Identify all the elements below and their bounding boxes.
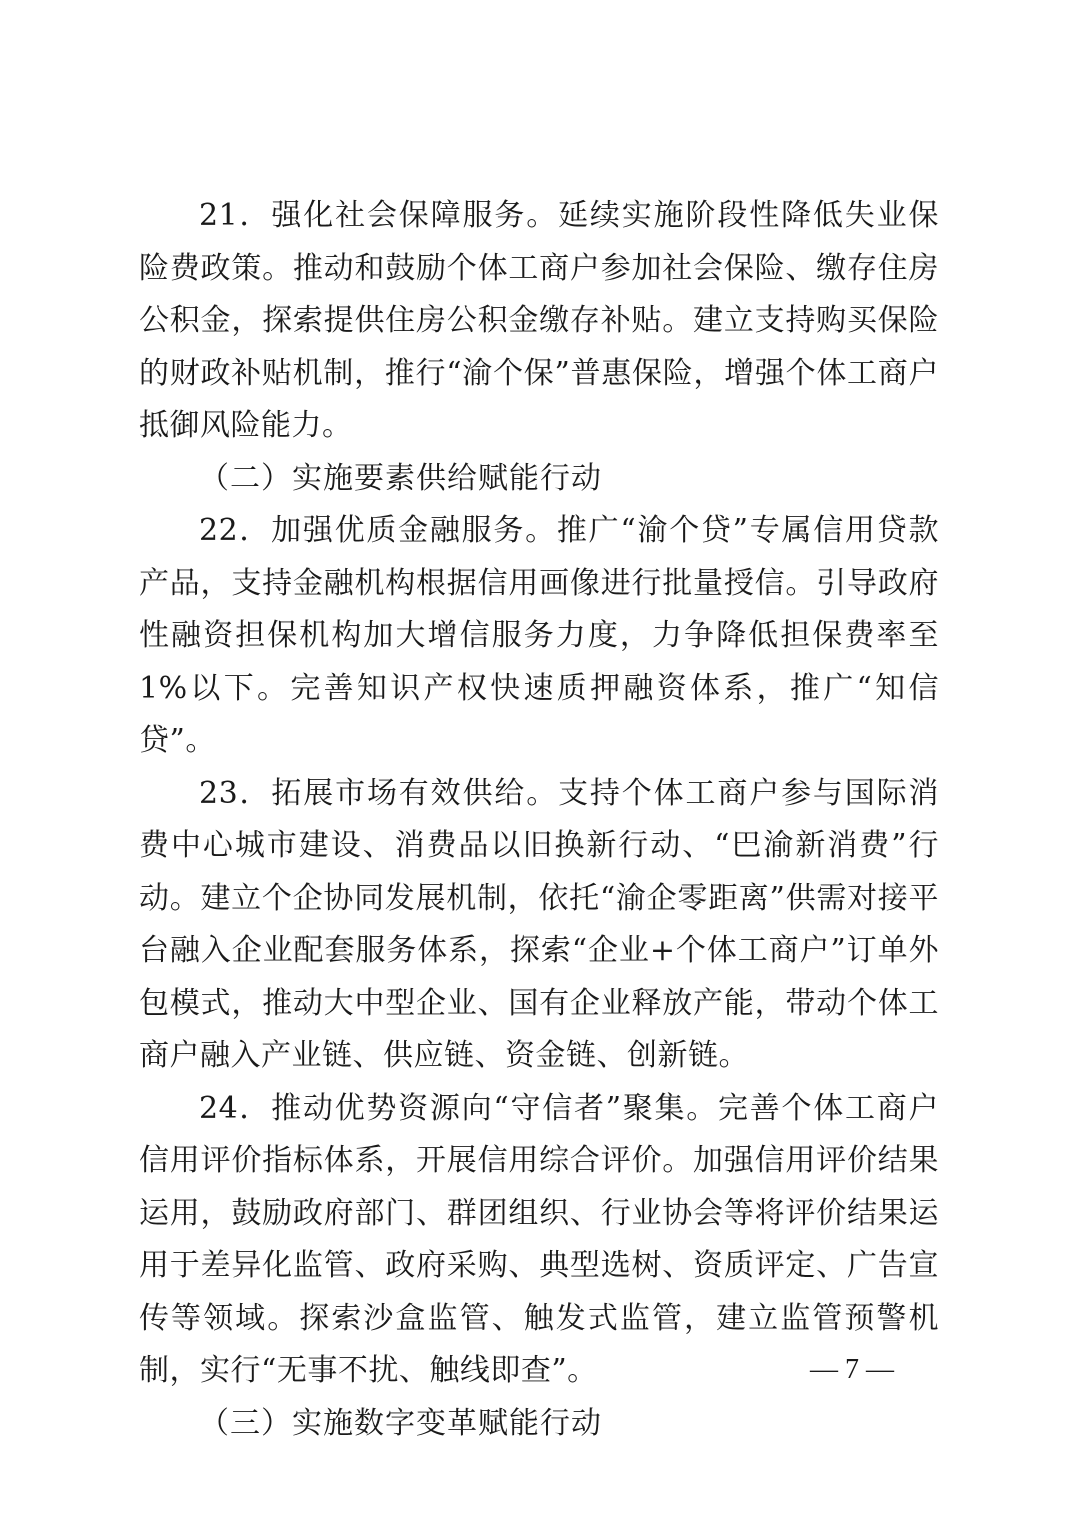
paragraph-21-social-security: 21．强化社会保障服务。延续实施阶段性降低失业保险费政策。推动和鼓励个体工商户参加社会保险、缴存住房公积金，探索提供住房公积金缴存补贴。建立支持购买保险的财政补贴机制，推行“渝个保”普惠保险，增强个体工商户抵御风险能力。 (139, 198, 939, 443)
section-heading-2: （二）实施要素供给赋能行动 (199, 460, 602, 496)
page-number: — 7 — (810, 1354, 894, 1385)
document-body (139, 190, 939, 1450)
paragraph-22-financial-services: 22．加强优质金融服务。推广“渝个贷”专属信用贷款产品，支持金融机构根据信用画像进行批量授信。引导政府性融资担保机构加大增信服务力度，力争降低担保费率至 1%以下。完善知识产权快速质押融资体系，推广“知信贷”。 (139, 513, 939, 758)
paragraph-24-credit-resources: 24．推动优势资源向“守信者”聚集。完善个体工商户信用评价指标体系，开展信用综合评价。加强信用评价结果运用，鼓励政府部门、群团组织、行业协会等将评价结果运用于差异化监管、政府采购、典型选树、资质评定、广告宣传等领域。探索沙盒监管、触发式监管，建立监管预警机制，实行“无事不扰、触线即查”。 (139, 1090, 939, 1388)
section-heading-3: （三）实施数字变革赋能行动 (199, 1405, 602, 1441)
paragraph-23-market-supply: 23．拓展市场有效供给。支持个体工商户参与国际消费中心城市建设、消费品以旧换新行动、“巴渝新消费”行动。建立个企协同发展机制，依托“渝企零距离”供需对接平台融入企业配套服务体系，探索“企业+个体工商户”订单外包模式，推动大中型企业、国有企业释放产能，带动个体工商户融入产业链、供应链、资金链、创新链。 (139, 775, 939, 1073)
